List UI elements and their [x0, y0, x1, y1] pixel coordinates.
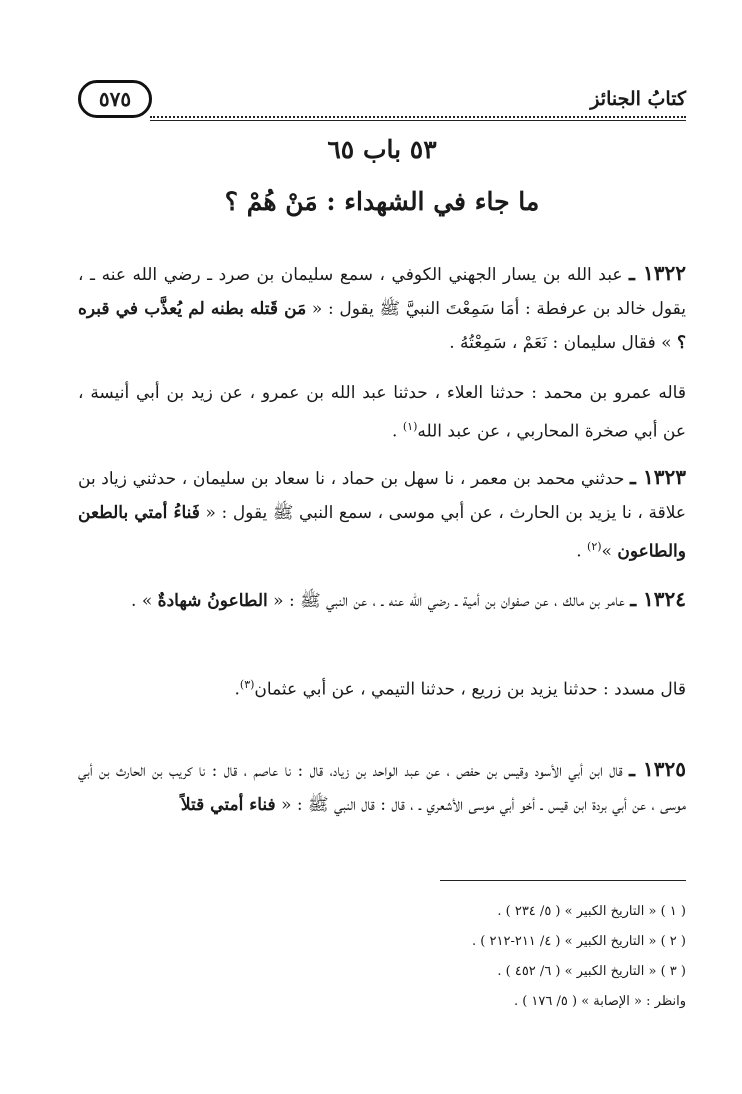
hadith-1325	[78, 752, 686, 822]
hadith-matn: فَناءُ أمتي بالطعن والطاعون	[78, 503, 686, 562]
page-header	[78, 80, 686, 120]
hadith-matn: الطاعونُ شهادةٌ	[157, 591, 268, 611]
hadith-text-end: »	[601, 541, 612, 562]
hadith-matn: مَن قَتله بطنه لم يُعذَّب في قبره ؟	[78, 299, 686, 353]
hadith-matn: فناء أمتي قتلاً	[180, 795, 276, 815]
hadith-1324	[78, 582, 686, 618]
footnote-ref[interactable]: (٢)	[587, 540, 602, 553]
isnad-note-1	[78, 376, 686, 449]
hadith-text: قال ابن أبي الأسود وقيس بن حفص ، عن عبد الواحد بن زياد، قال : نا عاصم ، قال : نا كريب بن الحارث بن أبي موسى ، عن أبي بردة ابن قيس ـ أخو أبي موسى الأشعري ـ ، قال : قال النبي ﷺ : «	[78, 761, 686, 815]
text-end: .	[392, 421, 403, 442]
footnote-1: ( ١ ) « التاريخ الكبير » ( ٥/ ٢٣٤ ) .	[497, 904, 686, 919]
hadith-number: ١٣٢٣ ـ	[630, 465, 687, 489]
isnad-text: قال مسدد : حدثنا يزيد بن زريع ، حدثنا التيمي ، عن أبي عثمان	[254, 679, 686, 700]
hadith-text: عامر بن مالك ، عن صفوان بن أمية ـ رضي الله عنه ـ ، عن النبي ﷺ : «	[273, 591, 625, 611]
footnote-2: ( ٢ ) « التاريخ الكبير » ( ٤/ ٢١١-٢١٢ ) .	[472, 934, 686, 949]
hadith-text: عبد الله بن يسار الجهني الكوفي ، سمع سليمان بن صرد ـ رضي الله عنه ـ ، يقول خالد بن عرفطة : أمَا سَمِعْتَ النبيَّ ﷺ يقول : «	[78, 265, 687, 319]
hadith-1322	[78, 256, 686, 360]
footnotes	[300, 897, 686, 1017]
page-number-badge: ٥٧٥	[78, 80, 152, 118]
hadith-number: ١٣٢٤ ـ	[630, 587, 686, 611]
isnad-note-2	[78, 668, 686, 707]
hadith-text: حدثني محمد بن معمر ، نا سهل بن حماد ، نا سعاد بن سليمان ، حدثني زياد بن علاقة ، نا يزيد بن الحارث ، عن أبي موسى ، سمع النبي ﷺ يقول : «	[78, 469, 687, 523]
hadith-text-end: » فقال سليمان : نَعَمْ ، سَمِعْتُهُ .	[449, 333, 672, 353]
hadith-1323	[78, 460, 686, 569]
chapter-title: ما جاء في الشهداء : مَنْ هُمْ ؟	[224, 187, 540, 216]
chapter-heading: ٥٣ باب ٦٥	[327, 135, 437, 164]
header-rule	[150, 120, 686, 121]
header-dotted-rule	[150, 116, 686, 118]
footnote-3: ( ٣ ) « التاريخ الكبير » ( ٦/ ٤٥٢ ) .	[497, 964, 686, 979]
footnote-separator	[440, 880, 686, 881]
text-end: .	[576, 541, 588, 562]
header-title: كتابُ الجنائز	[590, 88, 686, 110]
footnote-see-also: وانظر : « الإصابة » ( ٥/ ١٧٦ ) .	[513, 994, 686, 1009]
hadith-number: ١٣٢٥ ـ	[629, 757, 686, 781]
footnote-ref[interactable]: (١)	[402, 420, 418, 433]
isnad-text: قاله عمرو بن محمد : حدثنا العلاء ، حدثنا عبد الله بن عمرو ، عن زيد بن أبي أنيسة ، عن أبي صخرة المحاربي ، عن عبد الله	[78, 383, 686, 442]
footnote-ref[interactable]: (٣)	[239, 678, 255, 691]
hadith-text-end: » .	[131, 591, 153, 611]
text-end: .	[234, 679, 240, 700]
hadith-number: ١٣٢٢ ـ	[629, 261, 686, 285]
